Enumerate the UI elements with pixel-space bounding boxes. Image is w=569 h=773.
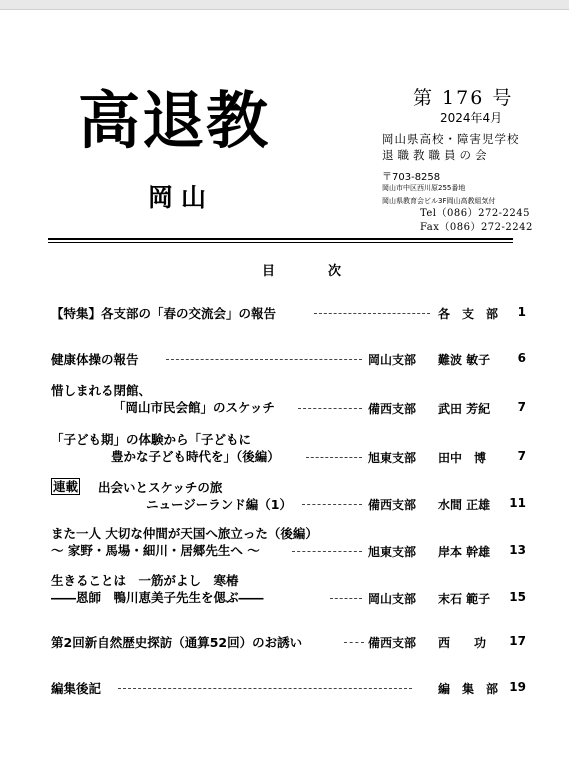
- issue-date: 2024年4月: [440, 111, 503, 125]
- toc-entry-branch: 旭東支部: [368, 545, 417, 559]
- dot-leader: [314, 313, 430, 314]
- dot-leader: [166, 359, 362, 360]
- toc-entry-page: 7: [517, 400, 526, 414]
- toc-entry-branch: 備西支部: [368, 636, 417, 650]
- address-line-1: 岡山市中区西川原255番地: [382, 184, 466, 192]
- telephone: Tel（086）272-2245: [420, 208, 531, 219]
- toc-entry-branch: 旭東支部: [368, 451, 417, 465]
- postal-code: 〒703-8258: [382, 172, 441, 183]
- toc-entry-author: 岸本 幹雄: [438, 545, 491, 559]
- toc-entry-page: 1: [517, 305, 526, 319]
- toc-entry-page: 11: [509, 496, 526, 510]
- address-line-2: 岡山県教育会ビル3F岡山高教組気付: [382, 197, 496, 205]
- toc-entry-branch: 岡山支部: [368, 353, 417, 367]
- dot-leader: [118, 688, 412, 689]
- header-divider: [48, 238, 513, 240]
- fax: Fax（086）272-2242: [420, 222, 533, 233]
- dot-leader: [298, 408, 362, 409]
- organization-line-2: 退職教職員の会: [382, 148, 491, 162]
- toc-entry-author: 水間 正雄: [438, 498, 491, 512]
- dot-leader: [306, 457, 362, 458]
- dot-leader: [302, 504, 362, 505]
- toc-title: 目 次: [262, 264, 362, 279]
- dot-leader: [330, 598, 362, 599]
- toc-entry-page: 7: [517, 449, 526, 463]
- dot-leader: [344, 642, 364, 643]
- toc-entry-title-line2: ～ 家野・馬場・細川・居郷先生へ ～: [51, 543, 260, 558]
- toc-entry-page: 13: [509, 543, 526, 557]
- serial-tag: 連載: [53, 479, 79, 494]
- toc-entry-author: 田中 博: [438, 451, 487, 465]
- toc-entry-title: 生きることは 一筋がよし 寒椿: [51, 573, 239, 588]
- masthead-logo: 高退教: [78, 84, 271, 157]
- toc-entry-title-line2: ――恩師 鴨川恵美子先生を偲ぶ――: [51, 590, 264, 605]
- toc-entry-author: 武田 芳紀: [438, 402, 491, 416]
- toc-entry-author: 各 支 部: [438, 307, 499, 321]
- toc-entry-page: 15: [509, 590, 526, 604]
- toc-entry-author: 末石 範子: [438, 592, 491, 606]
- toc-entry-title: 編集後記: [51, 681, 102, 696]
- dot-leader: [292, 551, 362, 552]
- toc-entry-page: 19: [509, 680, 526, 694]
- toc-entry-branch: 岡山支部: [368, 592, 417, 606]
- toc-entry-title-line2: 豊かな子ども時代を」（後編）: [111, 449, 280, 464]
- viewer-top-bar: [0, 0, 569, 10]
- toc-entry-page: 6: [517, 351, 526, 365]
- toc-entry-title-line2: ニュージーランド編（1）: [146, 497, 292, 512]
- toc-entry-branch: 備西支部: [368, 498, 417, 512]
- toc-entry-title: 出会いとスケッチの旅: [98, 480, 223, 495]
- masthead-logo-sub: 岡山: [148, 183, 215, 212]
- toc-entry-author: 難波 敏子: [438, 353, 491, 367]
- toc-entry-author: 編 集 部: [438, 682, 499, 696]
- toc-entry-page: 17: [509, 634, 526, 648]
- newsletter-page: [0, 10, 569, 773]
- issue-number: 第 176 号: [413, 87, 514, 109]
- toc-entry-title: 惜しまれる閉館、: [51, 383, 152, 398]
- toc-entry-title: 第2回新自然歴史探訪（通算52回）のお誘い: [51, 635, 303, 650]
- toc-entry-title: また一人 大切な仲間が天国へ旅立った（後編）: [51, 526, 318, 541]
- toc-entry-title: 「子ども期」の体験から「子どもに: [51, 432, 252, 447]
- toc-entry-title: 【特集】各支部の「春の交流会」の報告: [51, 306, 277, 321]
- toc-entry-author: 西 功: [438, 636, 487, 650]
- toc-entry-title: 健康体操の報告: [51, 352, 139, 367]
- toc-entry-title-line2: 「岡山市民会館」のスケッチ: [113, 400, 275, 415]
- toc-entry-branch: 備西支部: [368, 402, 417, 416]
- organization-line-1: 岡山県高校・障害児学校: [382, 132, 520, 146]
- header-divider-thin: [48, 242, 513, 243]
